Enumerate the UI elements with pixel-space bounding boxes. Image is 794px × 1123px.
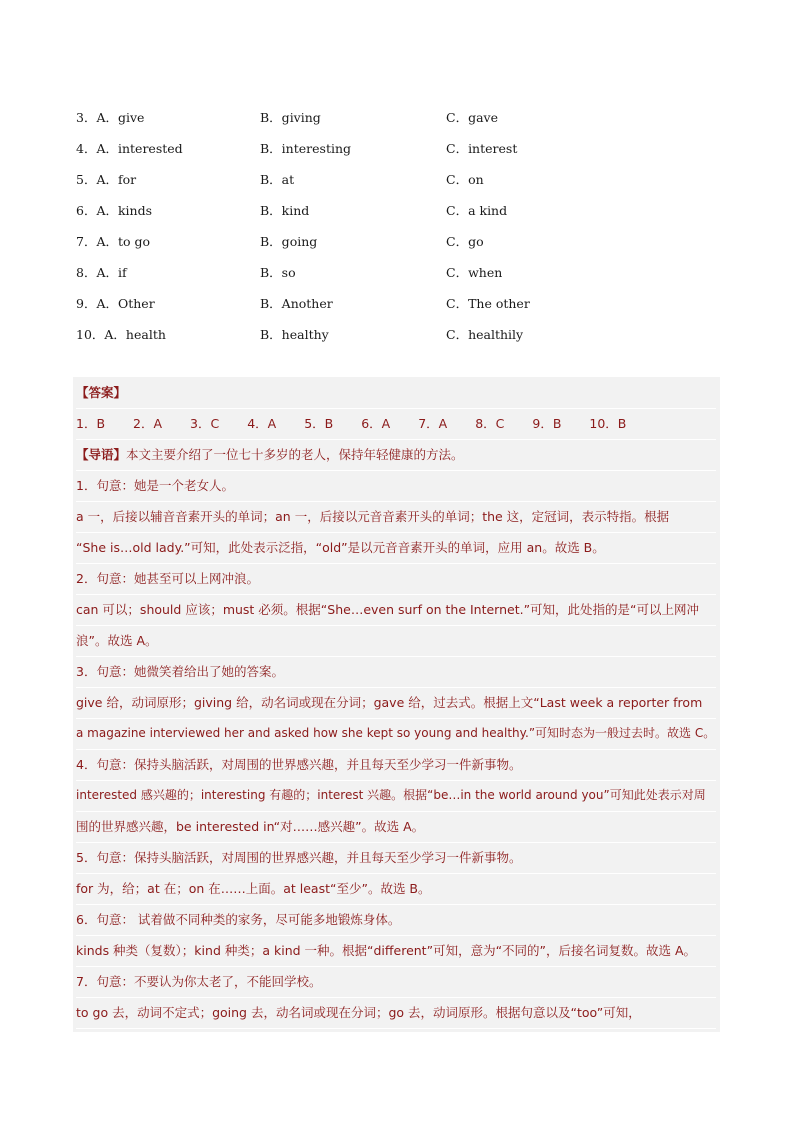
option-row bbox=[76, 256, 696, 287]
explanation-line: a magazine interviewed her and asked how she kept so young and healthy.”可知时态为一般过去时。故选 C。 bbox=[76, 718, 716, 750]
explanation-line: 6．句意： 试着做不同种类的家务，尽可能多地锻炼身体。 bbox=[76, 904, 716, 936]
option-a: 8．A．if bbox=[76, 264, 127, 280]
option-row bbox=[76, 225, 696, 256]
option-b: B．at bbox=[260, 171, 295, 187]
explanation-line: 2．句意：她甚至可以上网冲浪。 bbox=[76, 563, 716, 595]
answer-key: 8．C bbox=[475, 416, 505, 431]
explanation-line: 4．句意：保持头脑活跃，对周围的世界感兴趣，并且每天至少学习一件新事物。 bbox=[76, 749, 716, 781]
explanation-line: 5．句意：保持头脑活跃，对周围的世界感兴趣，并且每天至少学习一件新事物。 bbox=[76, 842, 716, 874]
option-b: B．giving bbox=[260, 109, 321, 125]
explanation-line: interested 感兴趣的；interesting 有趣的；interest 兴趣。根据“be…in the world around you”可知此处表示对周 bbox=[76, 780, 716, 812]
option-b: B．interesting bbox=[260, 140, 352, 156]
explanation-line: 3．句意：她微笑着给出了她的答案。 bbox=[76, 656, 716, 688]
option-row bbox=[76, 318, 696, 349]
option-row bbox=[76, 163, 696, 194]
option-row bbox=[76, 194, 696, 225]
option-c: C．healthily bbox=[446, 326, 524, 342]
explanation-line: 7．句意：不要认为你太老了，不能回学校。 bbox=[76, 966, 716, 998]
option-a: 10．A．health bbox=[76, 326, 166, 342]
explanation-line: 1．句意：她是一个老女人。 bbox=[76, 470, 716, 502]
option-c: C．go bbox=[446, 233, 484, 249]
option-a: 7．A．to go bbox=[76, 233, 151, 249]
option-row bbox=[76, 132, 696, 163]
answer-keys bbox=[76, 408, 716, 440]
answer-key: 10．B bbox=[589, 416, 627, 431]
explanation-line: “She is…old lady.”可知，此处表示泛指，“old”是以元音音素开头的单词，应用 an。故选 B。 bbox=[76, 532, 716, 564]
explanation-line: can 可以；should 应该；must 必须。根据“She…even surf on the Internet.”可知，此处指的是“可以上网冲 bbox=[76, 594, 716, 626]
option-row bbox=[76, 287, 696, 318]
explanation-line: give 给，动词原形；giving 给，动名词或现在分词；gave 给，过去式。根据上文“Last week a reporter from bbox=[76, 687, 716, 719]
option-c: C．The other bbox=[446, 295, 530, 311]
options-table bbox=[76, 101, 696, 349]
answer-key: 2．A bbox=[133, 416, 163, 431]
option-c: C．a kind bbox=[446, 202, 508, 218]
answer-key: 5．B bbox=[304, 416, 334, 431]
explanation-line: to go 去，动词不定式；going 去，动名词或现在分词；go 去，动词原形。根据句意以及“too”可知， bbox=[76, 997, 716, 1029]
answer-key: 9．B bbox=[532, 416, 562, 431]
lead-tag: 【导语】 bbox=[76, 447, 127, 462]
option-a: 5．A．for bbox=[76, 171, 137, 187]
answer-heading: 【答案】 bbox=[76, 377, 716, 409]
option-b: B．healthy bbox=[260, 326, 329, 342]
explanation-line: 浪”。故选 A。 bbox=[76, 625, 716, 657]
option-b: B．kind bbox=[260, 202, 310, 218]
lead-text: 本文主要介绍了一位七十多岁的老人，保持年轻健康的方法。 bbox=[126, 447, 464, 462]
option-c: C．gave bbox=[446, 109, 498, 125]
explanation-line: 围的世界感兴趣，be interested in“对……感兴趣”。故选 A。 bbox=[76, 811, 716, 843]
answer-key: 3．C bbox=[190, 416, 220, 431]
answer-key: 4．A bbox=[247, 416, 277, 431]
lead-paragraph bbox=[76, 439, 716, 471]
option-row bbox=[76, 101, 696, 132]
option-a: 9．A．Other bbox=[76, 295, 155, 311]
option-b: B．so bbox=[260, 264, 296, 280]
option-c: C．on bbox=[446, 171, 484, 187]
option-a: 6．A．kinds bbox=[76, 202, 153, 218]
option-a: 3．A．give bbox=[76, 109, 145, 125]
option-b: B．going bbox=[260, 233, 318, 249]
option-b: B．Another bbox=[260, 295, 333, 311]
explanation-line: a 一，后接以辅音音素开头的单词；an 一，后接以元音音素开头的单词；the 这，定冠词，表示特指。根据 bbox=[76, 501, 716, 533]
answer-key: 6．A bbox=[361, 416, 391, 431]
option-c: C．when bbox=[446, 264, 503, 280]
answer-explanation-box bbox=[73, 377, 720, 1032]
option-c: C．interest bbox=[446, 140, 518, 156]
explanation-line: kinds 种类（复数）；kind 种类；a kind 一种。根据“different”可知，意为“不同的”，后接名词复数。故选 A。 bbox=[76, 935, 716, 967]
option-a: 4．A．interested bbox=[76, 140, 183, 156]
answer-key: 1．B bbox=[76, 416, 106, 431]
explanation-line: for 为，给；at 在；on 在……上面。at least“至少”。故选 B。 bbox=[76, 873, 716, 905]
answer-key: 7．A bbox=[418, 416, 448, 431]
